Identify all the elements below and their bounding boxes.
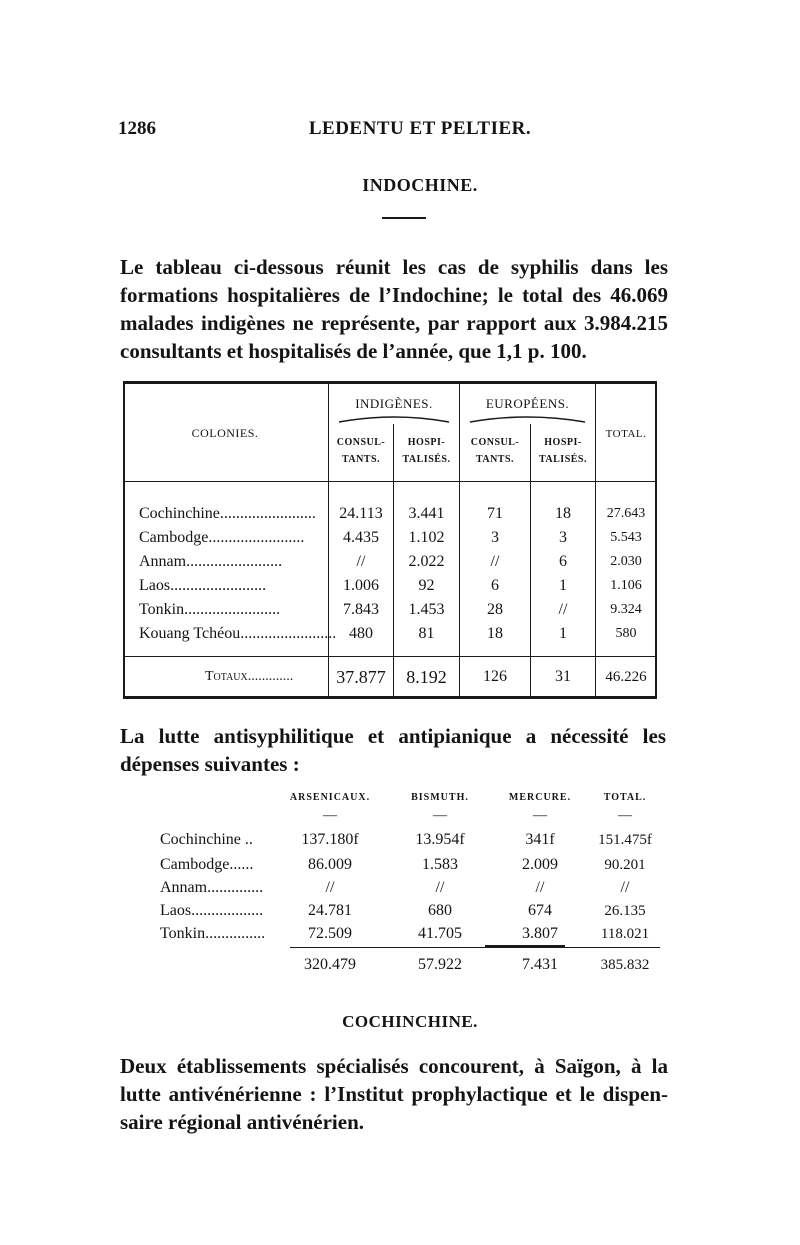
total-arsenicaux: 320.479 — [304, 956, 356, 973]
expenses-paragraph — [120, 722, 666, 778]
ind-consultants-value: 1.006 — [343, 577, 379, 594]
ind-hospitalises-header: HOSPI- TALISÉS. — [402, 437, 451, 465]
ind-consultants-value: 4.435 — [343, 529, 379, 546]
ind-consultants-value: 24.113 — [339, 505, 383, 522]
bismuth-value: 680 — [428, 902, 452, 919]
total-eur-hospitalises: 31 — [555, 668, 571, 685]
ind-consultants-value: 480 — [349, 625, 373, 642]
colony-name: Annam.............. — [160, 879, 264, 896]
eur-consultants-header: CONSUL- TANTS. — [470, 437, 520, 465]
ind-consultants-value: 7.843 — [343, 601, 379, 618]
header-rule — [125, 481, 655, 482]
total-header: TOTAL. — [605, 428, 647, 440]
paragraph-line: saire régional antivénérien. — [120, 1110, 364, 1134]
ind-hospitalises-value: 3.441 — [408, 505, 445, 522]
grand-total: 385.832 — [600, 957, 650, 973]
eur-consultants-value: 18 — [487, 625, 503, 642]
running-head: LEDENTU ET PELTIER. — [308, 118, 532, 139]
colony-name: Laos........................ — [139, 577, 267, 594]
header-dash: — — [533, 808, 547, 823]
arsenicaux-value: // — [325, 879, 335, 896]
arsenicaux-header: ARSENICAUX. — [289, 792, 371, 803]
subsection-title: COCHINCHINE. — [342, 1012, 478, 1031]
eur-hospitalises-value: 1 — [559, 577, 567, 594]
paragraph-line: consultants et hospitalisés de l’année, que 1,1 p. 100. — [120, 339, 587, 363]
total-mercure: 7.431 — [522, 956, 558, 973]
ind-consultants-value: // — [356, 553, 366, 570]
intro-paragraph — [120, 253, 668, 365]
arsenicaux-value: 24.781 — [308, 902, 352, 919]
eur-hospitalises-value: 18 — [555, 505, 571, 522]
colonies-header: COLONIES. — [191, 426, 259, 440]
mercure-value: 3.807 — [522, 925, 558, 942]
arsenicaux-value: 137.180f — [301, 831, 359, 848]
paragraph-line: La lutte antisyphilitique et antipianique a nécessité les — [120, 724, 666, 748]
eur-consultants-value: 3 — [491, 529, 499, 546]
colony-name: Cochinchine........................ — [139, 505, 316, 522]
totals-rule — [125, 656, 655, 657]
section-title: INDOCHINE. — [362, 175, 478, 195]
eur-hospitalises-value: 3 — [559, 529, 567, 546]
bismuth-value: 1.583 — [422, 856, 458, 873]
total-value: 5.543 — [610, 530, 642, 545]
page-number: 1286 — [118, 118, 156, 139]
mercure-value: 674 — [528, 902, 552, 919]
header-dash: — — [323, 808, 337, 823]
europeens-header: EUROPÉENS. — [485, 396, 570, 411]
mercure-sum-rule — [485, 945, 565, 947]
ind-hospitalises-value: 81 — [418, 625, 435, 642]
total-ind-consultants: 37.877 — [336, 667, 386, 687]
total-value: 26.135 — [604, 903, 646, 919]
ind-hospitalises-value: 1.453 — [408, 601, 445, 618]
total-value: 118.021 — [600, 926, 650, 942]
indigenes-brace — [339, 414, 449, 424]
indigenes-header: INDIGÈNES. — [355, 396, 433, 411]
bismuth-value: // — [435, 879, 445, 896]
arsenicaux-value: 72.509 — [308, 925, 352, 942]
sum-rule — [290, 947, 660, 948]
ind-consultants-header: CONSUL- TANTS. — [336, 437, 386, 465]
total-value: 9.324 — [610, 602, 642, 617]
eur-hospitalises-value: // — [558, 601, 568, 618]
mercure-value: // — [535, 879, 545, 896]
ind-hospitalises-value: 1.102 — [408, 529, 445, 546]
eur-hospitalises-value: 1 — [559, 625, 567, 642]
eur-consultants-value: // — [490, 553, 500, 570]
colony-name: Cambodge...... — [160, 856, 254, 873]
bismuth-value: 41.705 — [418, 925, 462, 942]
total-bismuth: 57.922 — [418, 956, 462, 973]
paragraph-line: lutte antivénérienne : l’Institut prophylactique et le dispen- — [120, 1082, 668, 1106]
grand-total: 46.226 — [605, 669, 647, 685]
europeens-brace — [470, 414, 585, 424]
total-value: 1.106 — [610, 578, 642, 593]
eur-consultants-value: 71 — [487, 505, 503, 522]
colony-name: Laos.................. — [160, 902, 264, 919]
title-rule — [382, 217, 426, 219]
mercure-value: 2.009 — [522, 856, 558, 873]
total-value: 90.201 — [604, 857, 646, 873]
paragraph-line: Le tableau ci-dessous réunit les cas de syphilis dans les — [120, 255, 668, 279]
colony-name: Cochinchine .. — [160, 831, 253, 848]
eur-consultants-value: 28 — [487, 601, 503, 618]
colony-name: Tonkin........................ — [139, 601, 281, 618]
bismuth-header: BISMUTH. — [411, 792, 469, 803]
total-value: 27.643 — [606, 506, 646, 521]
paragraph-line: dépenses suivantes : — [120, 752, 300, 776]
syphilis-cases-table — [123, 381, 657, 699]
total-header: TOTAL. — [603, 792, 647, 803]
total-value: // — [620, 879, 630, 896]
header-dash: — — [618, 808, 632, 823]
header-dash: — — [433, 808, 447, 823]
colony-name: Annam........................ — [139, 553, 283, 570]
bismuth-value: 13.954f — [415, 831, 465, 848]
totals-label: Totaux............. — [205, 669, 294, 684]
total-value: 580 — [615, 626, 637, 641]
mercure-header: MERCURE. — [508, 792, 572, 803]
paragraph-line: formations hospitalières de l’Indochine; le total des 46.069 — [120, 283, 668, 307]
mercure-value: 341f — [525, 831, 555, 848]
arsenicaux-value: 86.009 — [308, 856, 352, 873]
paragraph-line: malades indigènes ne représente, par rapport aux 3.984.215 — [120, 311, 668, 335]
total-ind-hospitalises: 8.192 — [406, 667, 447, 687]
colony-name: Cambodge........................ — [139, 529, 305, 546]
eur-hospitalises-header: HOSPI- TALISÉS. — [538, 437, 587, 465]
total-eur-consultants: 126 — [483, 668, 507, 685]
ind-hospitalises-value: 92 — [418, 577, 435, 594]
total-value: 151.475f — [598, 832, 652, 848]
total-value: 2.030 — [610, 554, 642, 569]
colony-name: Tonkin............... — [160, 925, 266, 942]
eur-consultants-value: 6 — [491, 577, 499, 594]
colony-name: Kouang Tchéou........................ — [139, 625, 337, 642]
eur-hospitalises-value: 6 — [559, 553, 567, 570]
ind-hospitalises-value: 2.022 — [408, 553, 445, 570]
paragraph-line: Deux établissements spécialisés concourent, à Saïgon, à la — [120, 1054, 668, 1078]
cochinchine-paragraph — [120, 1052, 668, 1136]
